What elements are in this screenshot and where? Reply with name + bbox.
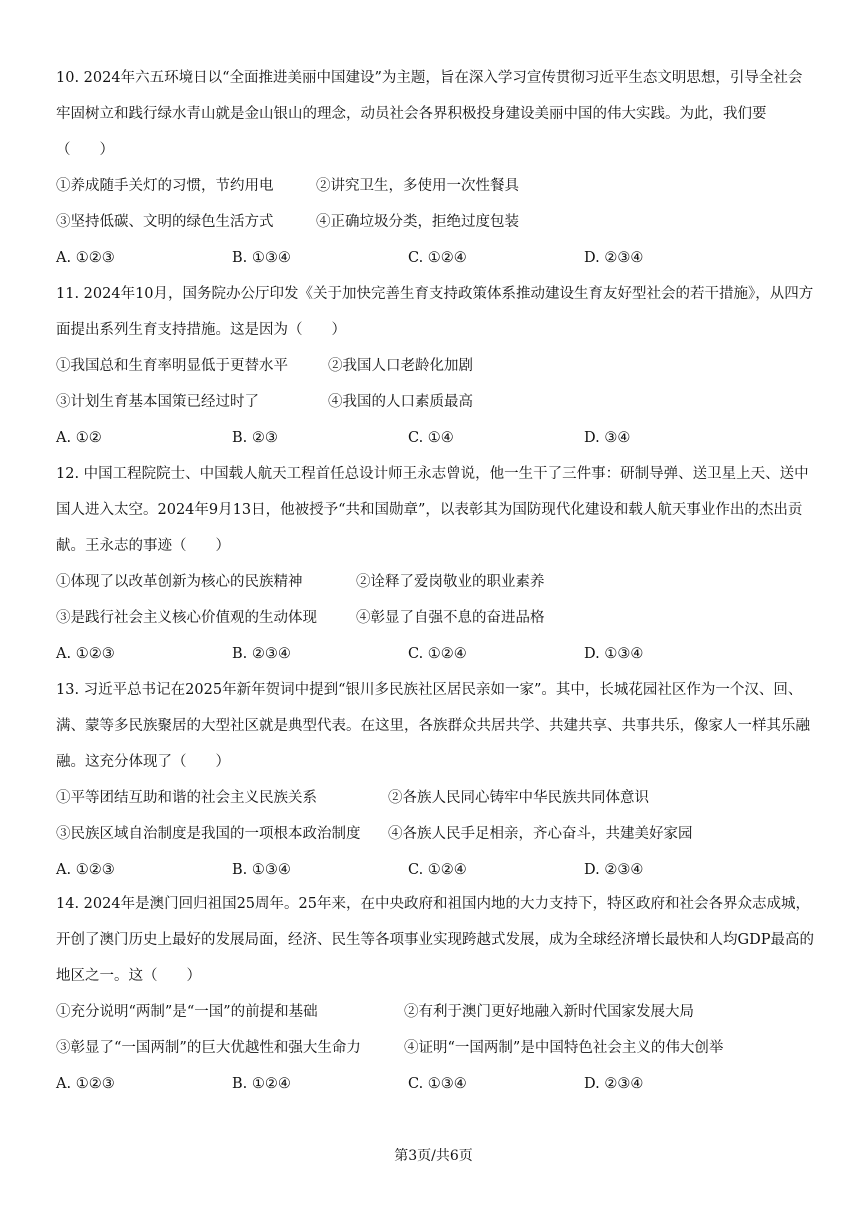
option-row: [56, 600, 816, 636]
option-item-3: ③计划生育基本国策已经过时了: [56, 394, 259, 410]
option-item-1: ①养成随手关灯的习惯，节约用电: [56, 178, 274, 194]
page-number: 第3页/共6页: [394, 1148, 473, 1164]
choice-b: B. ①③④: [232, 862, 291, 878]
option-item-4: ④正确垃圾分类，拒绝过度包装: [316, 214, 519, 230]
choice-d: D. ②③④: [584, 250, 644, 266]
choice-d: D. ②③④: [584, 862, 644, 878]
option-item-2: ②讲究卫生，多使用一次性餐具: [316, 178, 519, 194]
answer-choices: [56, 420, 816, 456]
option-row: [56, 1030, 816, 1066]
choice-a: A. ①②③: [56, 1076, 115, 1092]
answer-choices: [56, 636, 816, 672]
question-11: [56, 276, 816, 456]
choice-c: C. ①②④: [408, 250, 467, 266]
option-item-4: ④证明“一国两制”是中国特色社会主义的伟大创举: [404, 1040, 724, 1056]
question-stem: 12. 中国工程院院士、中国载人航天工程首任总设计师王永志曾说，他一生干了三件事：研制导弹、送卫星上天、送中国人进入太空。2024年9月13日，他被授予“共和国勋章”，以表彰其为国防现代化建设和载人航天事业作出的杰出贡献。王永志的事迹（ ）: [56, 466, 809, 554]
option-item-3: ③是践行社会主义核心价值观的生动体现: [56, 610, 317, 626]
option-item-1: ①充分说明“两制”是“一国”的前提和基础: [56, 1004, 318, 1020]
option-item-4: ④我国的人口素质最高: [328, 394, 473, 410]
question-stem: 11. 2024年10月，国务院办公厅印发《关于加快完善生育支持政策体系推动建设生育友好型社会的若干措施》，从四方面提出系列生育支持措施。这是因为（ ）: [56, 286, 814, 338]
choice-d: D. ①③④: [584, 646, 644, 662]
option-item-2: ②有利于澳门更好地融入新时代国家发展大局: [404, 1004, 694, 1020]
option-row: [56, 816, 816, 852]
option-row: [56, 384, 816, 420]
choice-d: D. ②③④: [584, 1076, 644, 1092]
option-item-2: ②我国人口老龄化加剧: [328, 358, 473, 374]
choice-c: C. ①②④: [408, 862, 467, 878]
question-stem: 10. 2024年六五环境日以“全面推进美丽中国建设”为主题，旨在深入学习宣传贯彻习近平生态文明思想，引导全社会牢固树立和践行绿水青山就是金山银山的理念，动员社会各界积极投身建设美丽中国的伟大实践。为此，我们要（ ）: [56, 70, 803, 158]
choice-a: A. ①②③: [56, 250, 115, 266]
question-stem: 14. 2024年是澳门回归祖国25周年。25年来，在中央政府和祖国内地的大力支持下，特区政府和社会各界众志成城，开创了澳门历史上最好的发展局面，经济、民生等各项事业实现跨越式发展，成为全球经济增长最快和人均GDP最高的地区之一。这（ ）: [56, 896, 814, 984]
answer-choices: [56, 240, 816, 276]
question-12: [56, 456, 816, 672]
option-item-1: ①平等团结互助和谐的社会主义民族关系: [56, 790, 317, 806]
choice-b: B. ②③④: [232, 646, 291, 662]
option-row: [56, 204, 816, 240]
choice-a: A. ①②: [56, 430, 102, 446]
question-10: [56, 60, 816, 276]
option-item-1: ①我国总和生育率明显低于更替水平: [56, 358, 288, 374]
option-item-2: ②诠释了爱岗敬业的职业素养: [356, 574, 545, 590]
choice-b: B. ②③: [232, 430, 278, 446]
option-row: [56, 168, 816, 204]
option-item-3: ③坚持低碳、文明的绿色生活方式: [56, 214, 274, 230]
option-item-3: ③彰显了“一国两制”的巨大优越性和强大生命力: [56, 1040, 361, 1056]
choice-c: C. ①②④: [408, 646, 467, 662]
option-item-2: ②各族人民同心铸牢中华民族共同体意识: [388, 790, 649, 806]
option-row: [56, 994, 816, 1030]
choice-c: C. ①③④: [408, 1076, 467, 1092]
choice-a: A. ①②③: [56, 646, 115, 662]
question-stem: 13. 习近平总书记在2025年新年贺词中提到“银川多民族社区居民亲如一家”。其中，长城花园社区作为一个汉、回、满、蒙等多民族聚居的大型社区就是典型代表。在这里，各族群众共居共学、共建共享、共事共乐，像家人一样其乐融融。这充分体现了（ ）: [56, 682, 810, 770]
choice-d: D. ③④: [584, 430, 631, 446]
answer-choices: [56, 1066, 816, 1102]
choice-b: B. ①②④: [232, 1076, 291, 1092]
answer-choices: [56, 852, 816, 888]
option-item-1: ①体现了以改革创新为核心的民族精神: [56, 574, 303, 590]
choice-a: A. ①②③: [56, 862, 115, 878]
option-row: [56, 348, 816, 384]
choice-c: C. ①④: [408, 430, 454, 446]
option-item-4: ④彰显了自强不息的奋进品格: [356, 610, 545, 626]
question-13: [56, 672, 816, 888]
option-row: [56, 780, 816, 816]
option-item-4: ④各族人民手足相亲，齐心奋斗，共建美好家园: [388, 826, 693, 842]
question-14: [56, 886, 816, 1102]
option-row: [56, 564, 816, 600]
option-item-3: ③民族区域自治制度是我国的一项根本政治制度: [56, 826, 361, 842]
choice-b: B. ①③④: [232, 250, 291, 266]
